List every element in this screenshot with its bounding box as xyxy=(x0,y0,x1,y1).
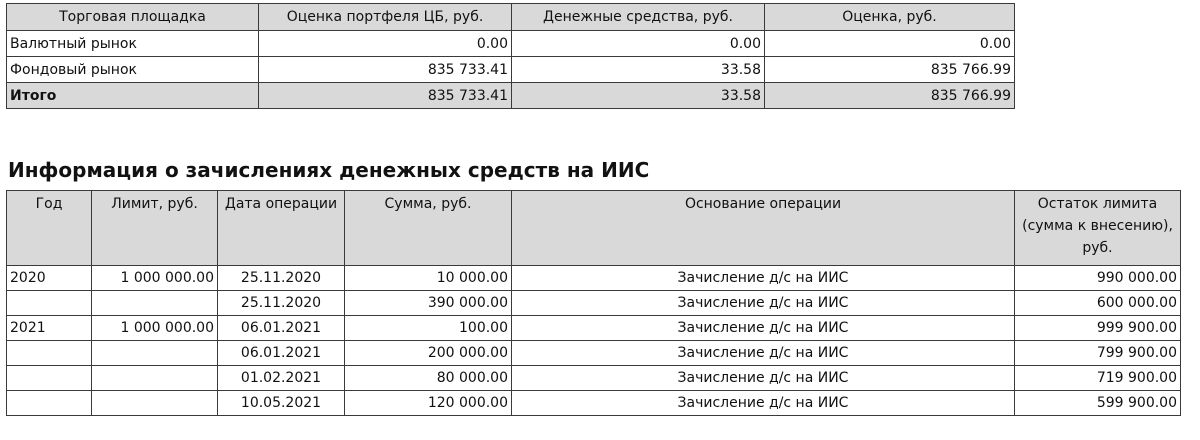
amount-cell: 120 000.00 xyxy=(345,391,512,416)
total-valuation-cell: 835 766.99 xyxy=(765,83,1015,109)
remaining-cell: 719 900.00 xyxy=(1015,366,1181,391)
section-title: Информация о зачислениях денежных средств на ИИС xyxy=(8,158,650,182)
table-row xyxy=(7,316,1181,341)
basis-cell: Зачисление д/с на ИИС xyxy=(512,266,1015,291)
date-cell: 06.01.2021 xyxy=(218,316,345,341)
table-row xyxy=(7,266,1181,291)
remaining-cell: 600 000.00 xyxy=(1015,291,1181,316)
portfolio-table xyxy=(6,3,1015,109)
valuation-cell: 0.00 xyxy=(765,31,1015,57)
col-header-securities: Оценка портфеля ЦБ, руб. xyxy=(259,4,512,31)
limit-cell xyxy=(92,366,218,391)
total-row xyxy=(7,83,1015,109)
amount-cell: 100.00 xyxy=(345,316,512,341)
year-cell xyxy=(7,366,92,391)
limit-cell xyxy=(92,391,218,416)
year-cell xyxy=(7,391,92,416)
limit-cell xyxy=(92,291,218,316)
col-header-market: Торговая площадка xyxy=(7,4,259,31)
date-cell: 06.01.2021 xyxy=(218,341,345,366)
remaining-cell: 599 900.00 xyxy=(1015,391,1181,416)
basis-cell: Зачисление д/с на ИИС xyxy=(512,291,1015,316)
col-header-limit: Лимит, руб. xyxy=(92,191,218,266)
amount-cell: 80 000.00 xyxy=(345,366,512,391)
date-cell: 10.05.2021 xyxy=(218,391,345,416)
total-cash-cell: 33.58 xyxy=(512,83,765,109)
amount-cell: 390 000.00 xyxy=(345,291,512,316)
amount-cell: 200 000.00 xyxy=(345,341,512,366)
col-header-year: Год xyxy=(7,191,92,266)
year-cell xyxy=(7,341,92,366)
limit-cell xyxy=(92,341,218,366)
remaining-cell: 799 900.00 xyxy=(1015,341,1181,366)
table-row xyxy=(7,291,1181,316)
date-cell: 25.11.2020 xyxy=(218,291,345,316)
col-header-valuation: Оценка, руб. xyxy=(765,4,1015,31)
year-cell: 2020 xyxy=(7,266,92,291)
col-header-amount: Сумма, руб. xyxy=(345,191,512,266)
basis-cell: Зачисление д/с на ИИС xyxy=(512,316,1015,341)
remaining-cell: 999 900.00 xyxy=(1015,316,1181,341)
securities-value-cell: 0.00 xyxy=(259,31,512,57)
portfolio-header-row xyxy=(7,4,1015,31)
year-cell: 2021 xyxy=(7,316,92,341)
date-cell: 25.11.2020 xyxy=(218,266,345,291)
securities-value-cell: 835 733.41 xyxy=(259,57,512,83)
col-header-remaining: Остаток лимита (сумма к внесению), руб. xyxy=(1015,191,1181,266)
amount-cell: 10 000.00 xyxy=(345,266,512,291)
total-label-cell: Итого xyxy=(7,83,259,109)
col-header-basis: Основание операции xyxy=(512,191,1015,266)
valuation-cell: 835 766.99 xyxy=(765,57,1015,83)
cash-value-cell: 0.00 xyxy=(512,31,765,57)
market-cell: Фондовый рынок xyxy=(7,57,259,83)
date-cell: 01.02.2021 xyxy=(218,366,345,391)
table-row xyxy=(7,341,1181,366)
limit-cell: 1 000 000.00 xyxy=(92,316,218,341)
market-cell: Валютный рынок xyxy=(7,31,259,57)
limit-cell: 1 000 000.00 xyxy=(92,266,218,291)
table-row xyxy=(7,391,1181,416)
col-header-date: Дата операции xyxy=(218,191,345,266)
total-securities-cell: 835 733.41 xyxy=(259,83,512,109)
basis-cell: Зачисление д/с на ИИС xyxy=(512,341,1015,366)
table-row xyxy=(7,31,1015,57)
iis-deposits-table xyxy=(6,190,1181,416)
table-row xyxy=(7,57,1015,83)
remaining-cell: 990 000.00 xyxy=(1015,266,1181,291)
basis-cell: Зачисление д/с на ИИС xyxy=(512,366,1015,391)
year-cell xyxy=(7,291,92,316)
col-header-cash: Денежные средства, руб. xyxy=(512,4,765,31)
iis-header-row xyxy=(7,191,1181,266)
basis-cell: Зачисление д/с на ИИС xyxy=(512,391,1015,416)
table-row xyxy=(7,366,1181,391)
cash-value-cell: 33.58 xyxy=(512,57,765,83)
